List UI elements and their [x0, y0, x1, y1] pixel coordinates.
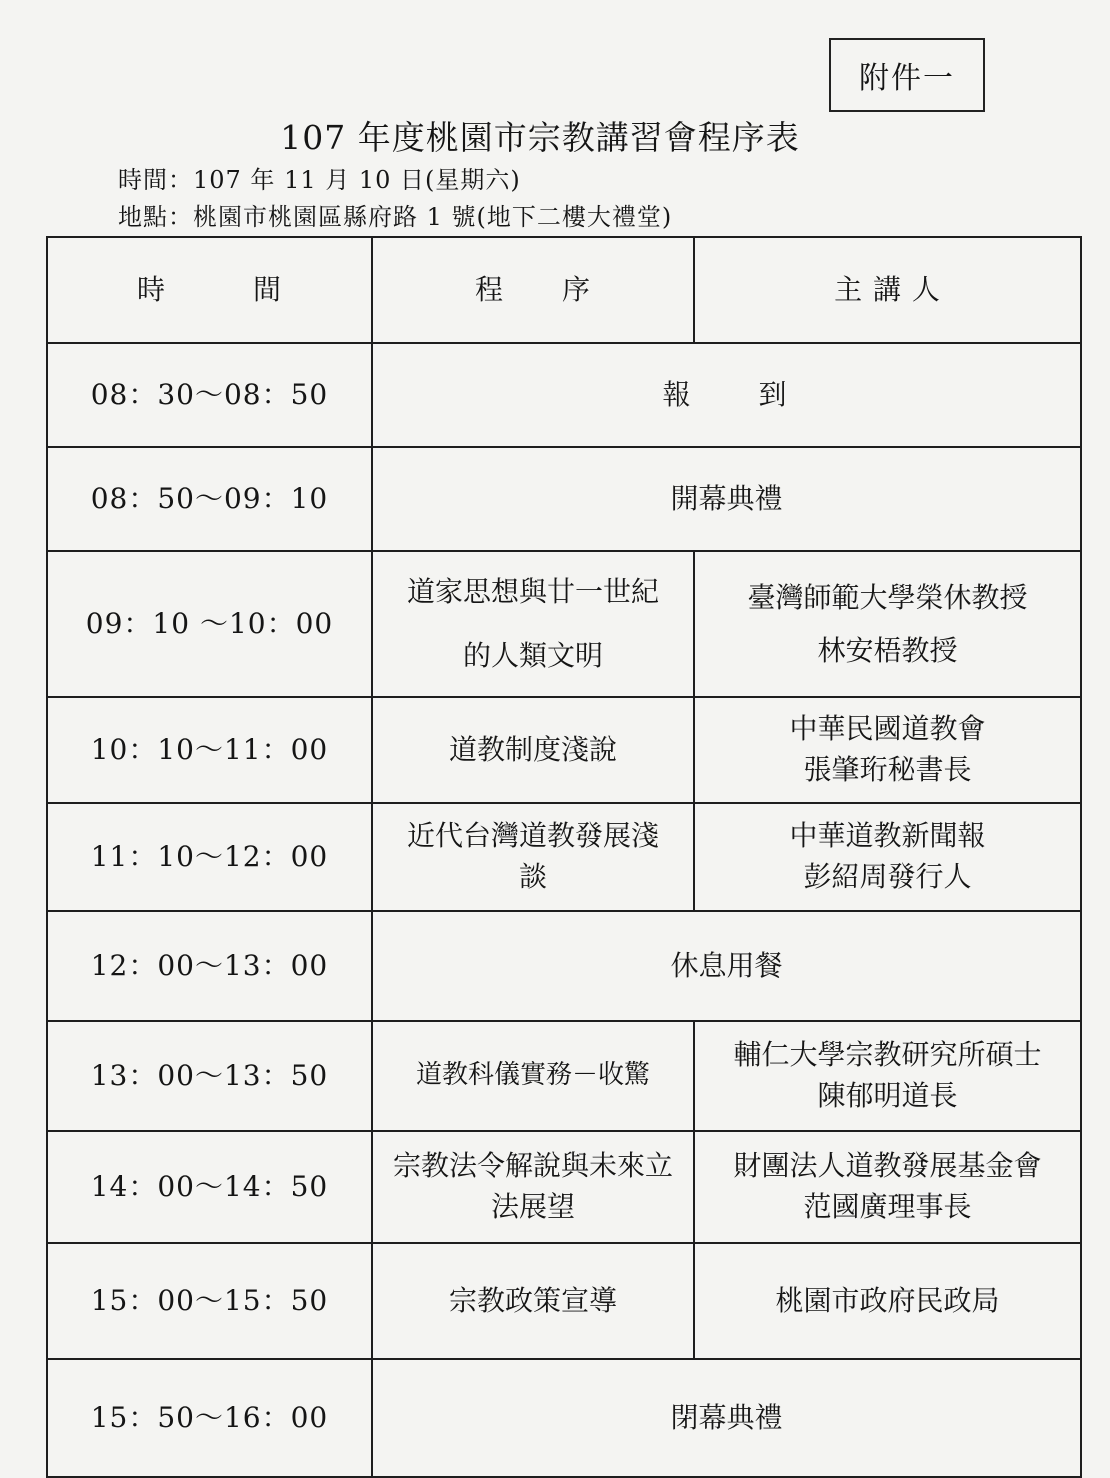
table-row — [47, 1243, 1081, 1359]
event-place: 地點：桃園市桃園區縣府路 1 號(地下二樓大禮堂) — [118, 203, 673, 231]
time-cell: 14：00～14：50 — [47, 1131, 372, 1243]
program-cell: 休息用餐 — [372, 911, 1081, 1021]
table-header-row — [47, 237, 1081, 343]
table-row — [47, 1131, 1081, 1243]
program-line: 近代台灣道教發展淺 — [406, 819, 659, 853]
program-cell: 閉幕典禮 — [372, 1359, 1081, 1477]
program-cell: 宗教政策宣導 — [372, 1243, 694, 1359]
header-speaker: 主 講 人 — [694, 237, 1081, 343]
program-text: 報 到 — [662, 377, 791, 411]
table-row — [47, 447, 1081, 551]
attachment-label: 附件一 — [829, 38, 985, 112]
speaker-line: 臺灣師範大學榮休教授 — [747, 580, 1028, 614]
header-time: 時 間 — [47, 237, 372, 343]
program-cell — [372, 803, 694, 911]
speaker-line: 陳郁明道長 — [817, 1079, 958, 1112]
time-cell: 12：00～13：00 — [47, 911, 372, 1021]
program-line: 道家思想與廿一世紀 — [406, 574, 659, 608]
speaker-line: 財團法人道教發展基金會 — [733, 1149, 1042, 1183]
program-cell: 道教科儀實務－收驚 — [372, 1021, 694, 1131]
program-line: 法展望 — [490, 1190, 575, 1223]
program-cell — [372, 551, 694, 697]
speaker-line: 中華道教新聞報 — [789, 819, 986, 853]
table-row — [47, 911, 1081, 1021]
event-time: 時間：107 年 11 月 10 日(星期六) — [118, 166, 521, 194]
program-line: 宗教法令解說與未來立 — [392, 1149, 673, 1183]
speaker-cell — [694, 803, 1081, 911]
speaker-cell — [694, 1021, 1081, 1131]
schedule-table — [46, 236, 1082, 1478]
time-cell: 15：00～15：50 — [47, 1243, 372, 1359]
table-row — [47, 551, 1081, 697]
time-cell: 11：10～12：00 — [47, 803, 372, 911]
time-cell: 13：00～13：50 — [47, 1021, 372, 1131]
speaker-line: 張肇珩秘書長 — [803, 753, 972, 786]
time-cell: 08：30～08：50 — [47, 343, 372, 447]
speaker-cell — [694, 1131, 1081, 1243]
table-row — [47, 697, 1081, 803]
table-row — [47, 803, 1081, 911]
program-line: 的人類文明 — [462, 639, 603, 672]
speaker-line: 林安梧教授 — [817, 634, 958, 667]
program-cell: 開幕典禮 — [372, 447, 1081, 551]
program-cell — [372, 343, 1081, 447]
speaker-line: 中華民國道教會 — [789, 712, 986, 746]
time-cell: 09：10 ～10：00 — [47, 551, 372, 697]
time-cell: 10：10～11：00 — [47, 697, 372, 803]
page-title: 107 年度桃園市宗教講習會程序表 — [280, 118, 800, 157]
time-cell: 08：50～09：10 — [47, 447, 372, 551]
speaker-line: 輔仁大學宗教研究所碩士 — [733, 1038, 1042, 1072]
header-program: 程 序 — [372, 237, 694, 343]
speaker-cell — [694, 697, 1081, 803]
speaker-cell — [694, 551, 1081, 697]
table-row — [47, 1021, 1081, 1131]
time-cell: 15：50～16：00 — [47, 1359, 372, 1477]
speaker-cell: 桃園市政府民政局 — [694, 1243, 1081, 1359]
speaker-line: 范國廣理事長 — [803, 1190, 972, 1223]
program-cell — [372, 1131, 694, 1243]
program-line: 談 — [518, 860, 547, 893]
table-row — [47, 1359, 1081, 1477]
speaker-line: 彭紹周發行人 — [803, 860, 972, 893]
table-row — [47, 343, 1081, 447]
program-cell: 道教制度淺說 — [372, 697, 694, 803]
